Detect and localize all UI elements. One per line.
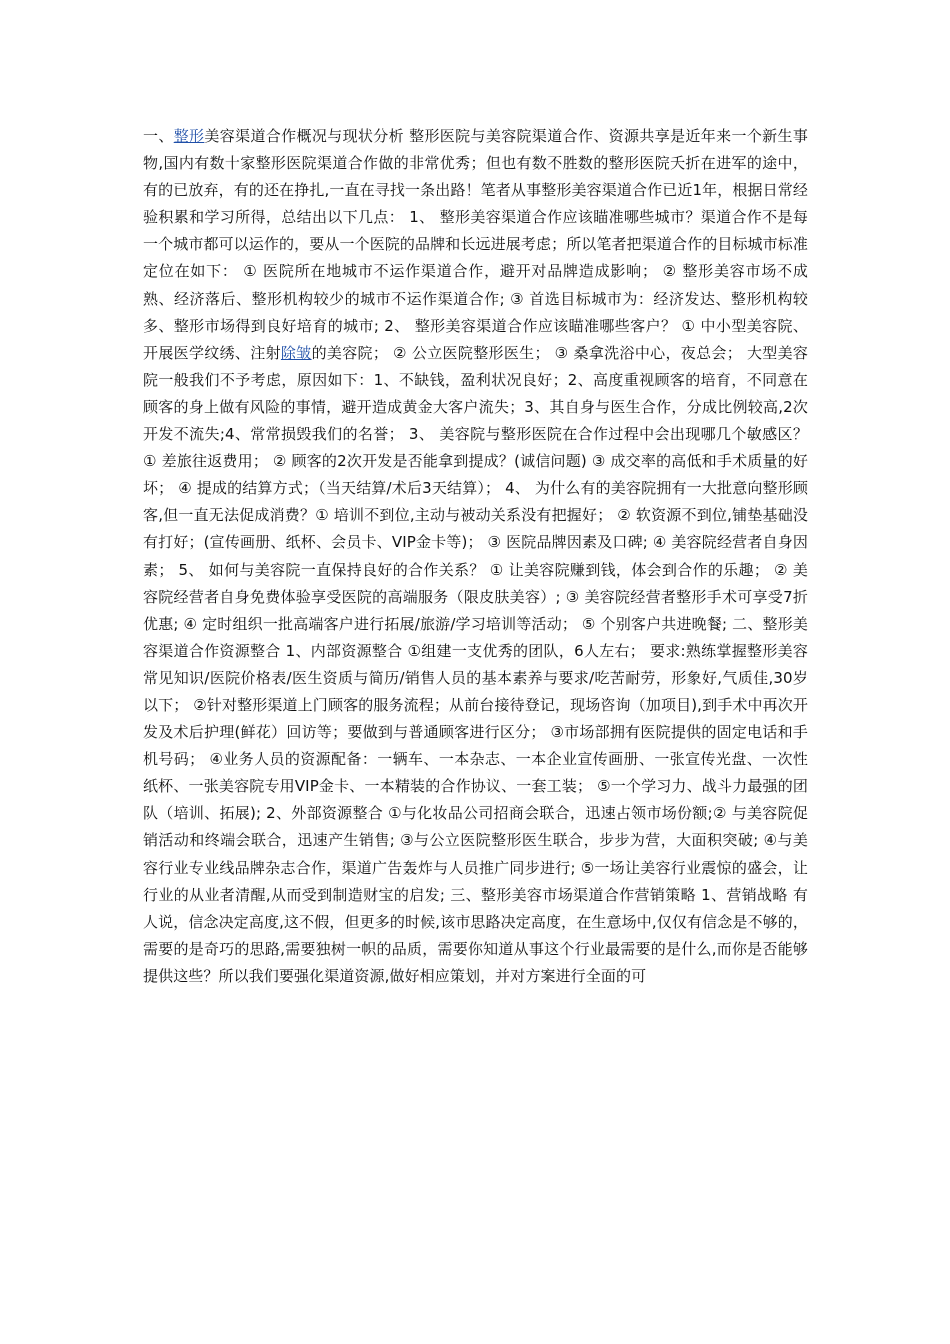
section-prefix: 一、 xyxy=(143,127,174,145)
keyword-link-chuzhou[interactable]: 除皱 xyxy=(280,343,312,362)
body-text xyxy=(143,123,808,990)
keyword-link-zhengxing[interactable]: 整形 xyxy=(173,127,205,145)
body-text-part-1: 美容渠道合作概况与现状分析 整形医院与美容院渠道合作、资源共享是近年来一个新生事物,国内有数十家整形医院渠道合作做的非常优秀；但也有数不胜数的整形医院夭折在进军的途中，有的已放弃，有的还在挣扎,一直在寻找一条出路！笔者从事整形美容渠道合作已近1年，根据日常经验积累和学习所得，总结出以下几点： 1、 整形美容渠道合作应该瞄准哪些城市？渠道合作不是每一个城市都可以运作的，要从一个医院的品牌和长远进展考虑；所以笔者把渠道合作的目标城市标准定位在如下： ① 医院所在地城市不运作渠道合作，避开对品牌造成影响； ② 整形美容市场不成熟、经济落后、整形机构较少的城市不运作渠道合作; ③ 首选目标城市为：经济发达、整形机构较多、整形市场得到良好培育的城市; 2、 整形美容渠道合作应该瞄准哪些客户？ ① 中小型美容院、开展医学纹绣、注射 xyxy=(143,127,808,362)
body-text-part-2: 的美容院； ② 公立医院整形医生； ③ 桑拿洗浴中心，夜总会； 大型美容院一般我们不予考虑，原因如下：1、不缺钱，盈利状况良好；2、高度重视顾客的培育，不同意在顾客的身上做有风险的事情，避开造成黄金大客户流失；3、其自身与医生合作，分成比例较高,2次开发不流失;4、常常损毁我们的名誉； 3、 美容院与整形医院在合作过程中会出现哪几个敏感区？ ① 差旅往返费用； ② 顾客的2次开发是否能拿到提成？(诚信问题) ③ 成交率的高低和手术质量的好坏； ④ 提成的结算方式；（当天结算/术后3天结算）； 4、 为什么有的美容院拥有一大批意向整形顾客,但一直无法促成消费？① 培训不到位,主动与被动关系没有把握好； ② 软资源不到位,铺垫基础没有打好；(宣传画册、纸杯、会员卡、VIP金卡等)； ③ 医院品牌因素及口碑; ④ 美容院经营者自身因素； 5、 如何与美容院一直保持良好的合作关系？ ① 让美容院赚到钱，体会到合作的乐趣； ② 美容院经营者自身免费体验享受医院的高端服务（限皮肤美容）; ③ 美容院经营者整形手术可享受7折优惠; ④ 定时组织一批高端客户进行拓展/旅游/学习培训等活动； ⑤ 个别客户共进晚餐; 二、整形美容渠道合作资源整合 1、内部资源整合 ①组建一支优秀的团队，6人左右； 要求:熟练掌握整形美容常见知识/医院价格表/医生资质与简历/销售人员的基本素养与要求/吃苦耐劳，形象好,气质佳,30岁以下； ②针对整形渠道上门顾客的服务流程；从前台接待登记，现场咨询（加项目),到手术中再次开发及术后护理(鲜花）回访等；要做到与普通顾客进行区分； ③市场部拥有医院提供的固定电话和手机号码； ④业务人员的资源配备：一辆车、一本杂志、一本企业宣传画册、一张宣传光盘、一次性纸杯、一张美容院专用VIP金卡、一本精装的合作协议、一套工装； ⑤一个学习力、战斗力最强的团队（培训、拓展); 2、外部资源整合 ①与化妆品公司招商会联合，迅速占领市场份额;② 与美容院促销活动和终端会联合，迅速产生销售; ③与公立医院整形医生联合，步步为营，大面积突破; ④与美容行业专业线品牌杂志合作，渠道广告轰炸与人员推广同步进行; ⑤一场让美容行业震惊的盛会，让行业的从业者清醒,从而受到制造财宝的启发; 三、整形美容市场渠道合作营销策略 1、营销战略 有人说，信念决定高度,这不假，但更多的时候,该市思路决定高度，在生意场中,仅仅有信念是不够的，需要的是奇巧的思路,需要独树一帜的品质，需要你知道从事这个行业最需要的是什么,而你是否能够提供这些？所以我们要强化渠道资源,做好相应策划，并对方案进行全面的可 xyxy=(143,343,809,985)
